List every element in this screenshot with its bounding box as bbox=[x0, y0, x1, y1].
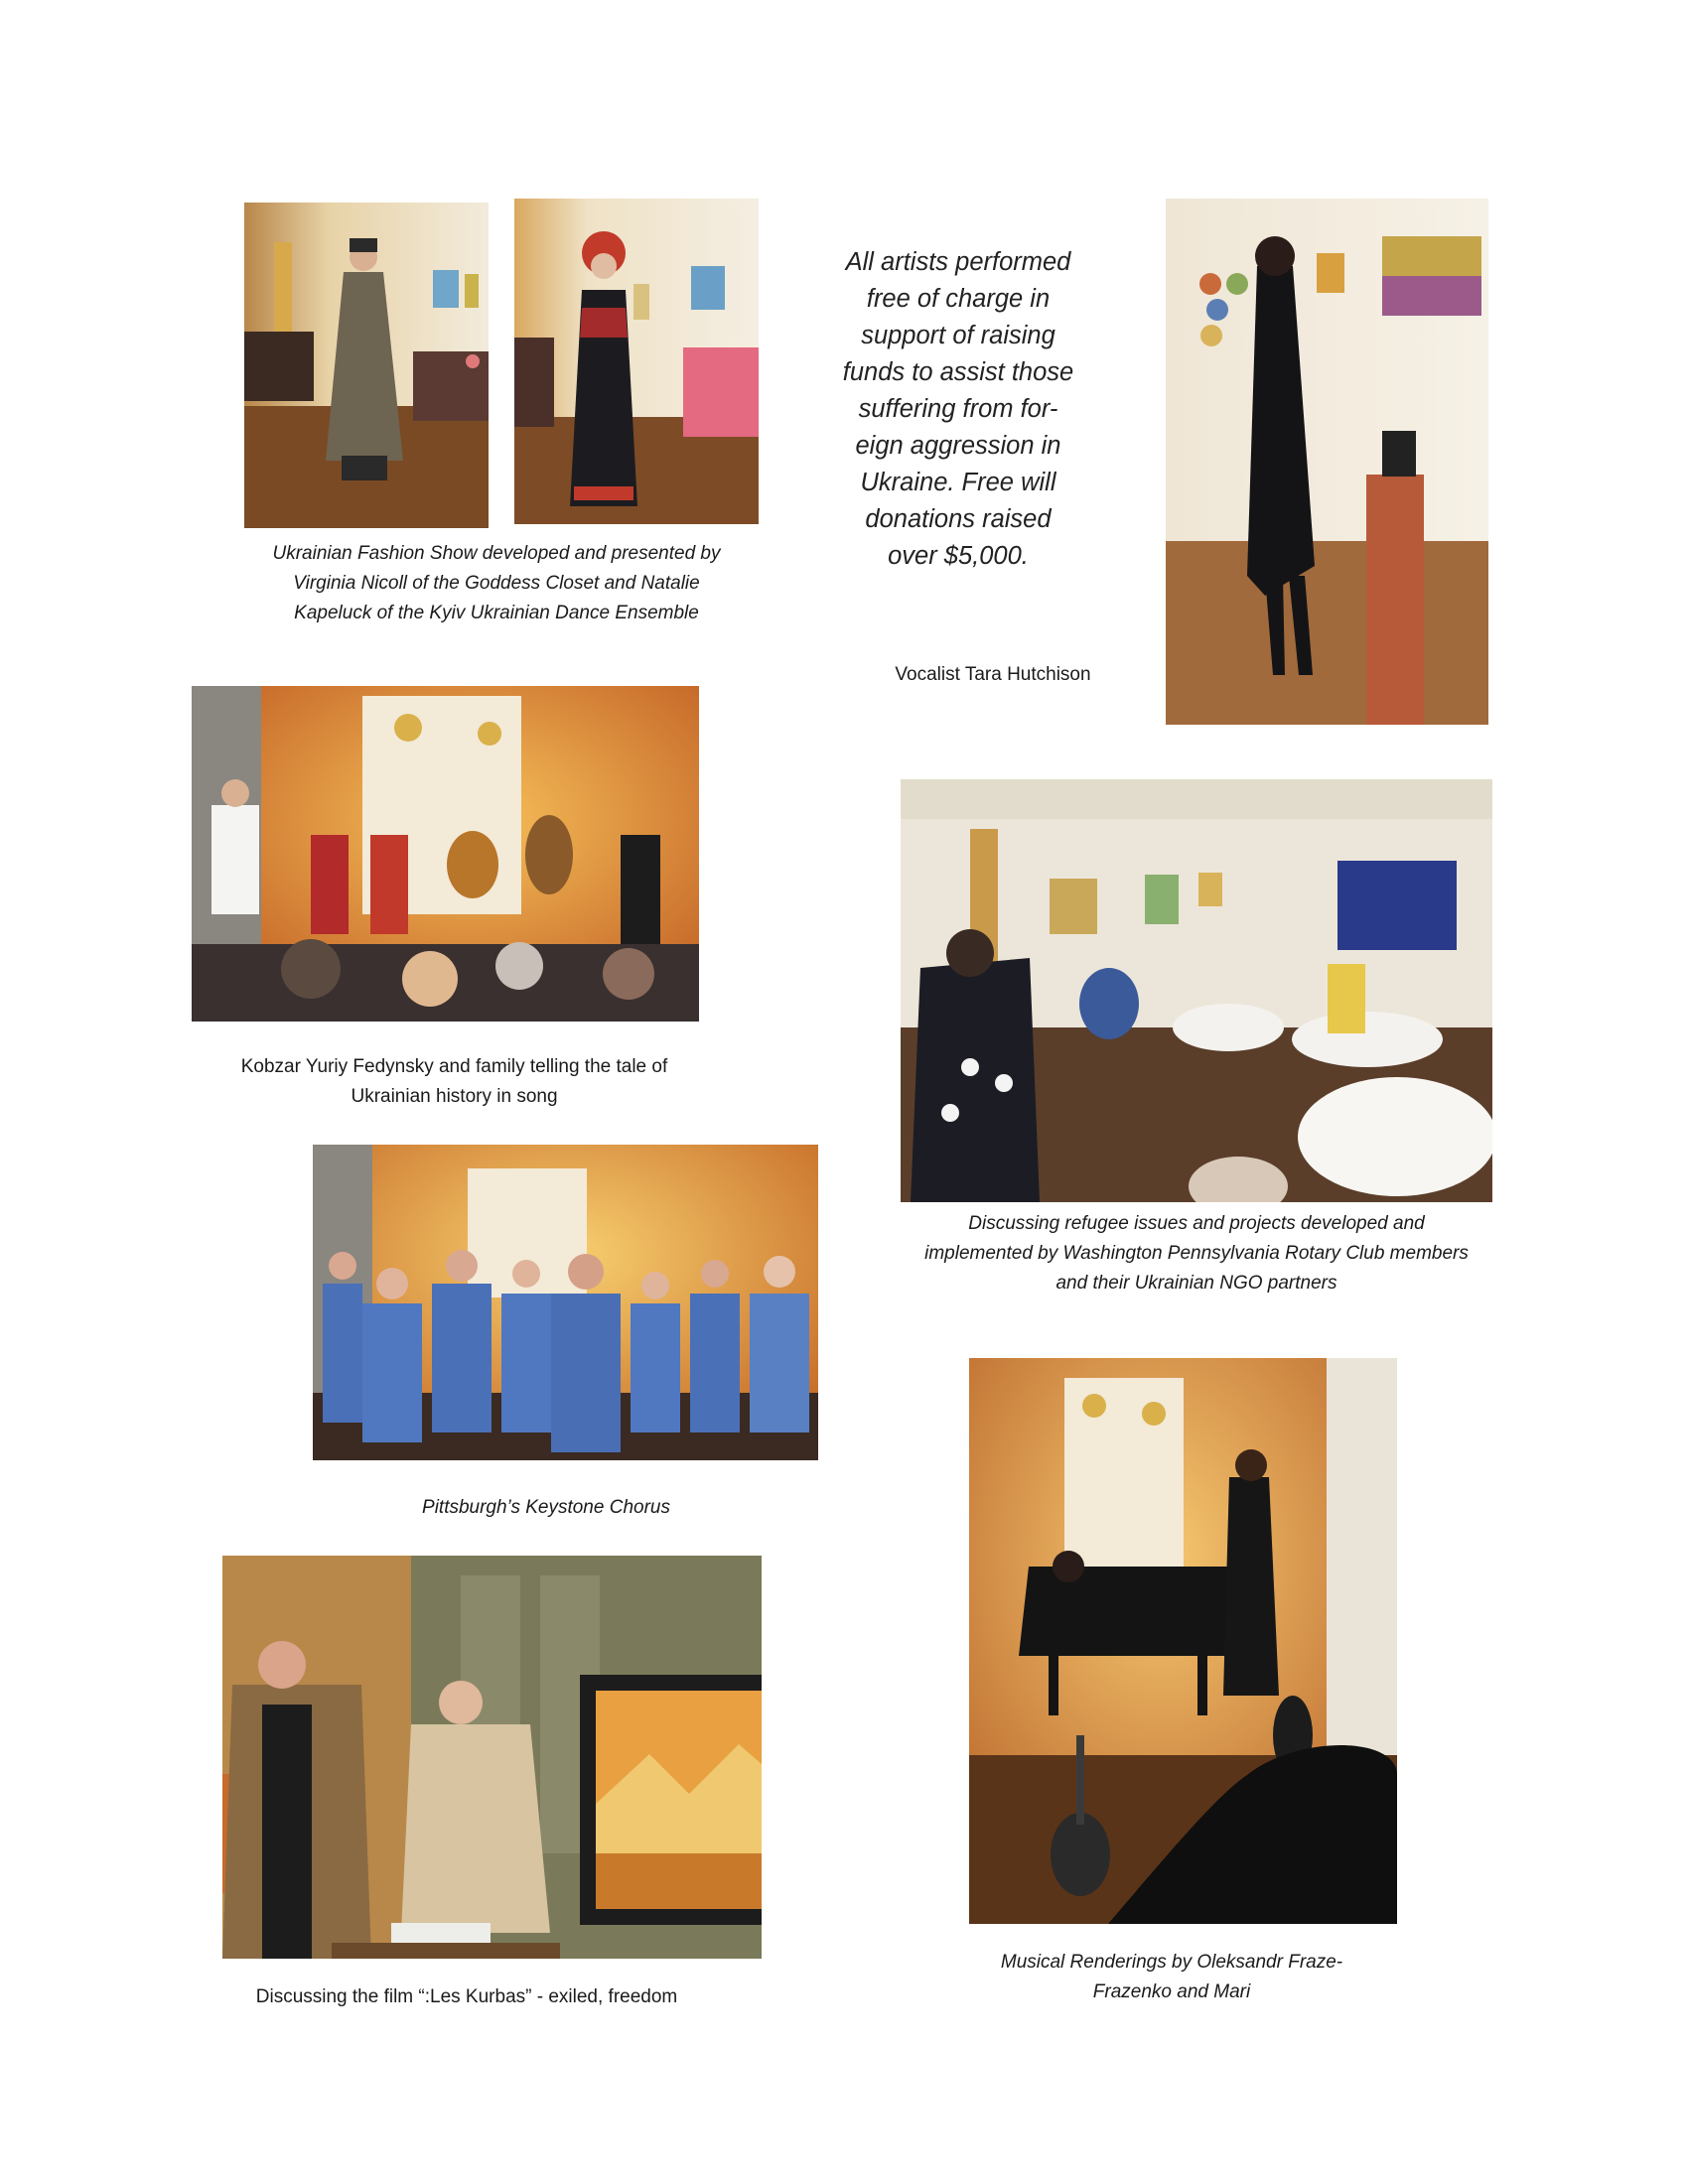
photo-musical-renderings bbox=[969, 1358, 1397, 1924]
callout-line: All artists performed bbox=[845, 248, 1071, 276]
caption-chorus bbox=[397, 1493, 695, 1523]
caption-fashion-show bbox=[209, 539, 784, 628]
photo-fashion-show-man bbox=[244, 203, 489, 528]
callout-line: free of charge in bbox=[866, 285, 1051, 313]
caption-line: Kapeluck of the Kyiv Ukrainian Dance Ensemble bbox=[294, 603, 699, 623]
callout-line: suffering from for- bbox=[858, 395, 1058, 423]
caption-refugee bbox=[864, 1209, 1529, 1298]
caption-line: Virginia Nicoll of the Goddess Closet and Natalie bbox=[293, 573, 700, 594]
caption-film bbox=[218, 1982, 715, 2012]
photo-kobzar-family bbox=[192, 686, 699, 1022]
caption-line: Pittsburgh’s Keystone Chorus bbox=[422, 1497, 670, 1518]
caption-musical bbox=[943, 1948, 1400, 2007]
photo-fashion-show-woman bbox=[514, 199, 759, 524]
caption-line: Discussing the film “:Les Kurbas” - exiled, freedom bbox=[255, 1986, 678, 2007]
caption-line: Discussing refugee issues and projects developed and bbox=[968, 1213, 1425, 1234]
callout-line: donations raised bbox=[865, 505, 1052, 533]
donation-callout bbox=[809, 244, 1107, 575]
caption-line: Frazenko and Mari bbox=[1092, 1981, 1251, 2002]
photo-refugee-discussion bbox=[901, 779, 1492, 1202]
caption-line: Vocalist Tara Hutchison bbox=[895, 664, 1091, 685]
callout-line: funds to assist those bbox=[842, 358, 1074, 386]
caption-line: implemented by Washington Pennsylvania Rotary Club members bbox=[924, 1243, 1469, 1264]
caption-line: and their Ukrainian NGO partners bbox=[1055, 1273, 1337, 1294]
callout-line: eign aggression in bbox=[855, 432, 1061, 460]
photo-keystone-chorus bbox=[313, 1145, 818, 1460]
callout-line: over $5,000. bbox=[888, 542, 1029, 570]
caption-vocalist bbox=[854, 660, 1132, 690]
caption-line: Ukrainian Fashion Show developed and presented by bbox=[272, 543, 721, 564]
photo-film-discussion bbox=[222, 1556, 762, 1959]
caption-line: Ukrainian history in song bbox=[351, 1086, 558, 1107]
callout-line: support of raising bbox=[861, 322, 1055, 349]
callout-line: Ukraine. Free will bbox=[860, 469, 1056, 496]
caption-line: Musical Renderings by Oleksandr Fraze- bbox=[1000, 1952, 1343, 1973]
photo-vocalist bbox=[1166, 199, 1488, 725]
caption-line: Kobzar Yuriy Fedynsky and family telling the tale of bbox=[240, 1056, 668, 1077]
caption-kobzar bbox=[179, 1052, 730, 1112]
